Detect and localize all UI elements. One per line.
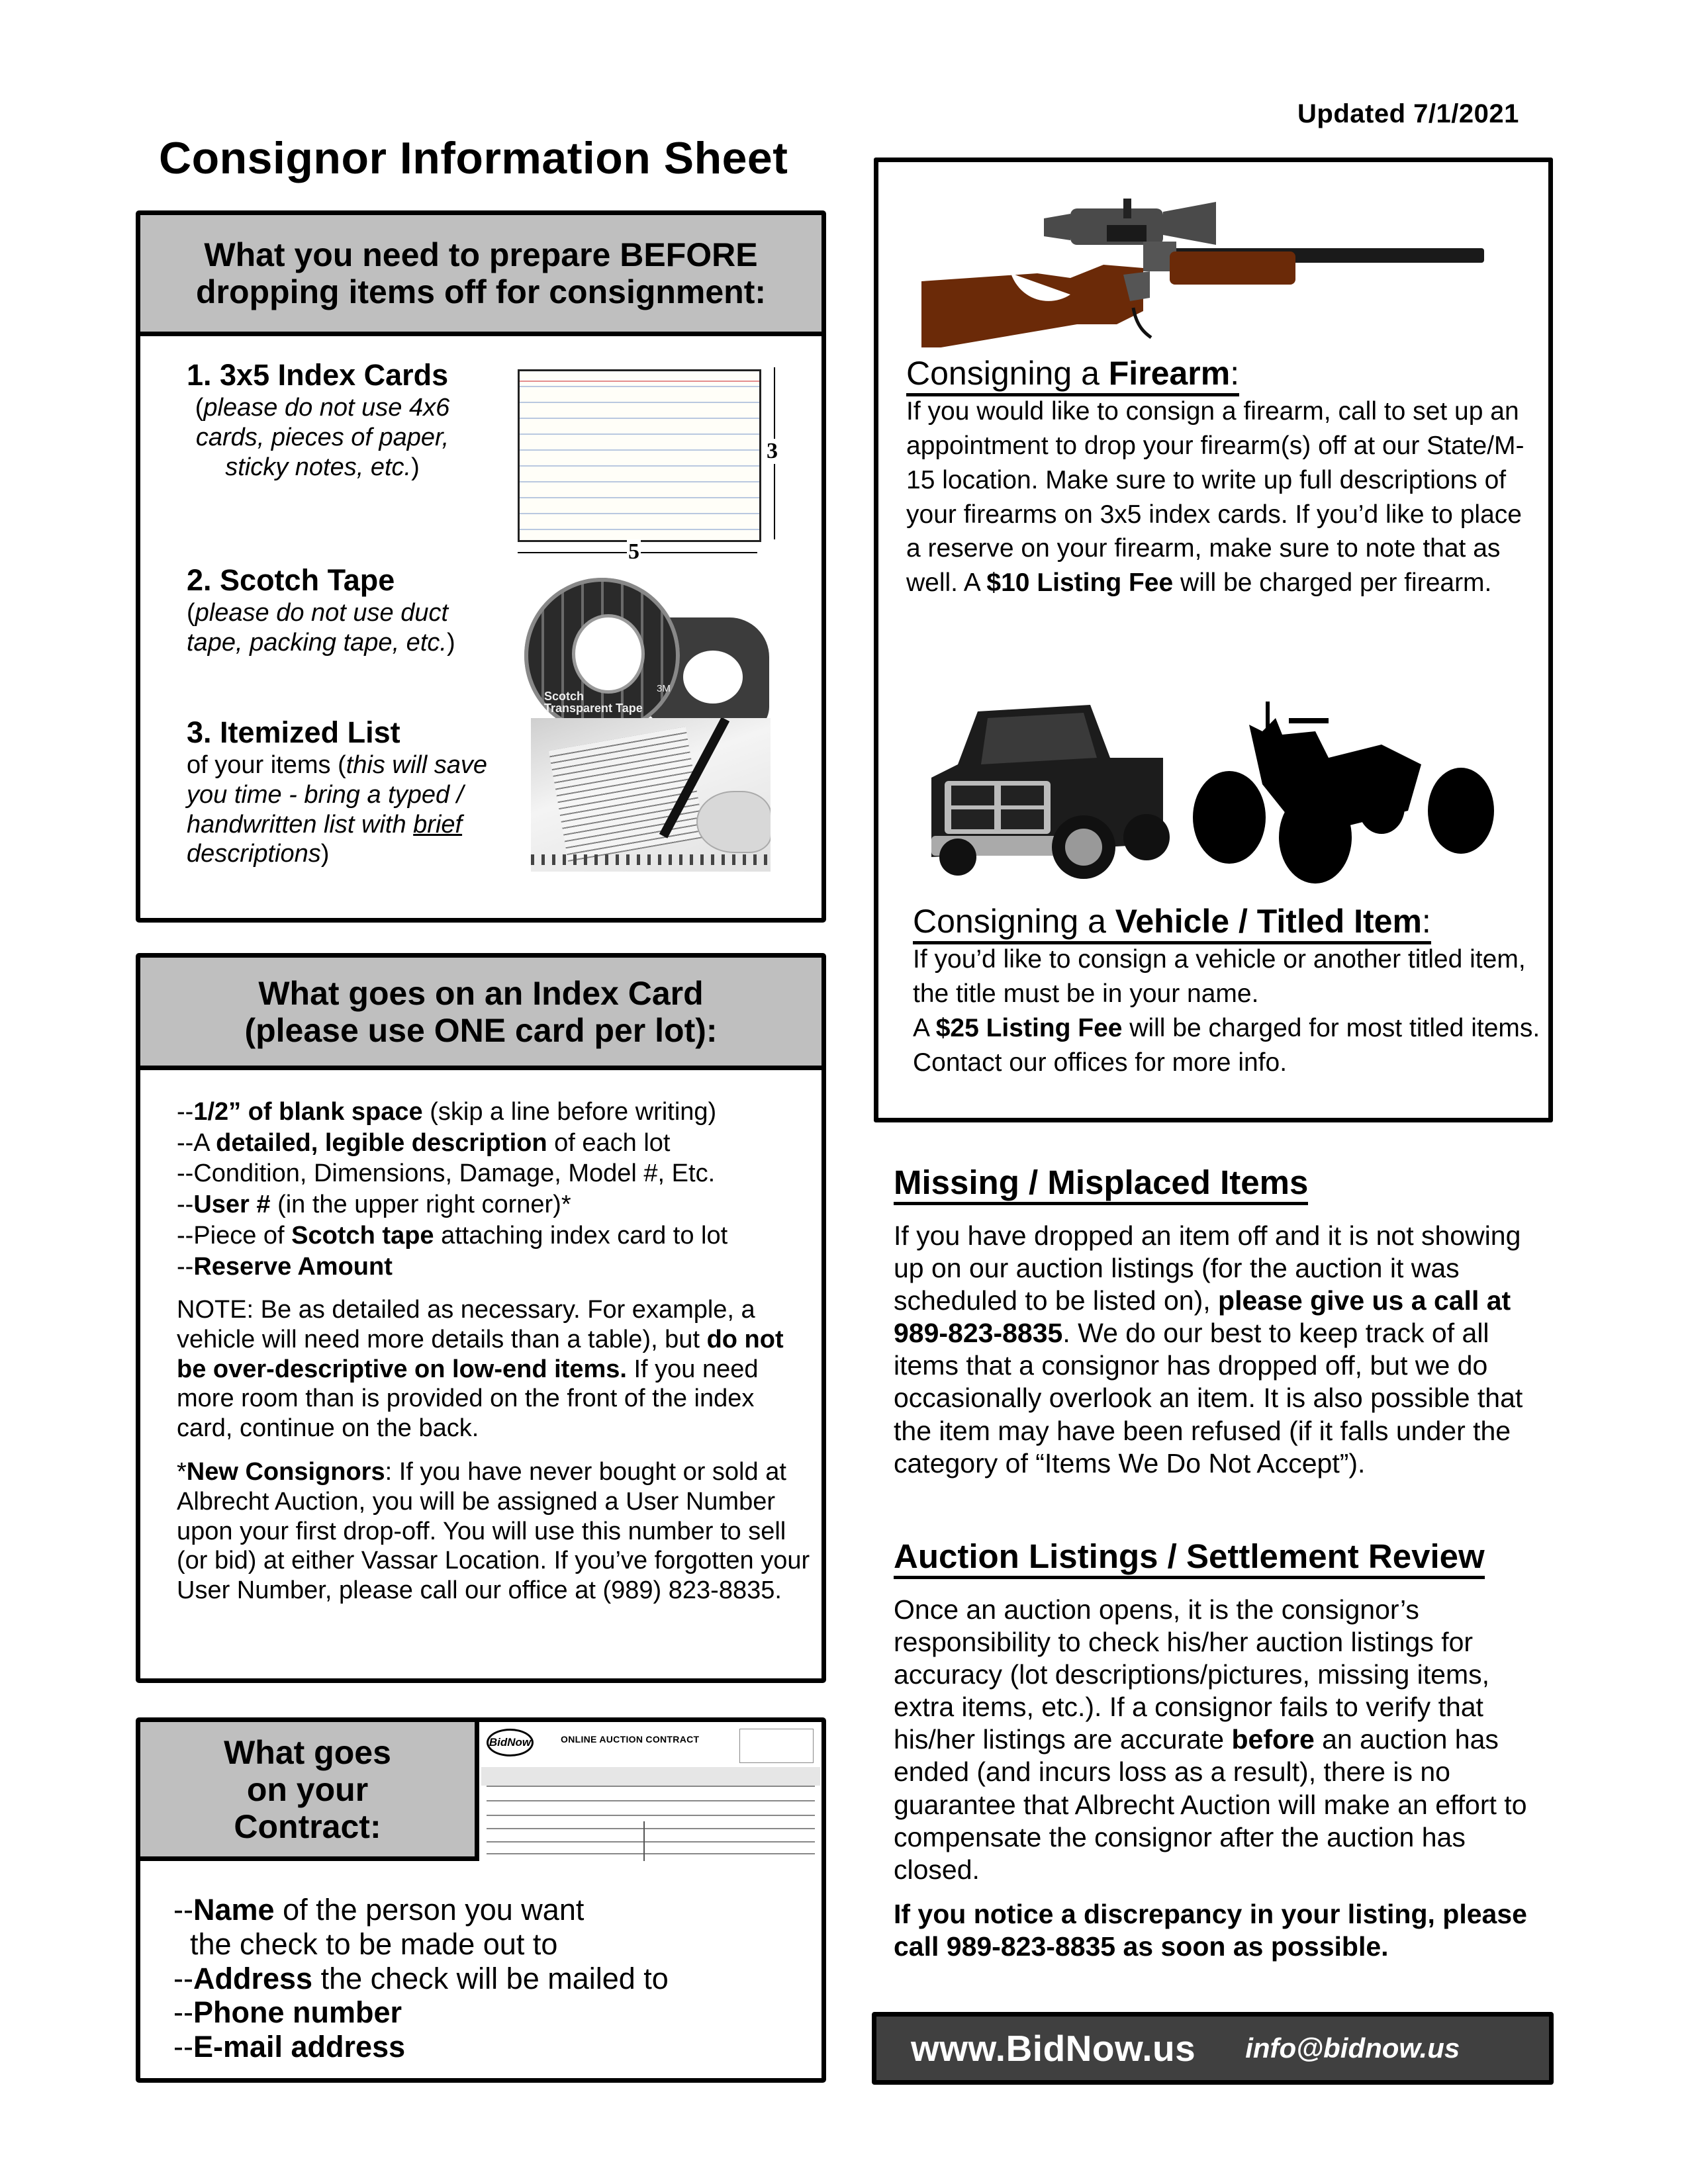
page-title: Consignor Information Sheet — [159, 133, 788, 183]
list-item: --E-mail address — [173, 2030, 406, 2064]
settlement-review-heading: Auction Listings / Settlement Review — [894, 1539, 1485, 1579]
list-item: --Phone number — [173, 1995, 402, 2030]
list-item: --A detailed, legible description of each lot — [177, 1128, 671, 1157]
prep-item-scotch-tape — [187, 563, 504, 658]
prep-item-title: 1. 3x5 Index Cards — [187, 358, 449, 392]
contract-box — [136, 1717, 826, 2083]
vehicles-image — [918, 685, 1514, 884]
website-link[interactable]: www.BidNow.us — [911, 2028, 1196, 2069]
missing-items-section — [894, 1165, 1542, 1480]
scotch-tape-photo: Scotch Transparent Tape 3M — [524, 578, 769, 733]
prepare-box — [136, 210, 826, 923]
prepare-box-heading — [140, 215, 821, 336]
contract-heading-line2: on your — [246, 1770, 369, 1808]
new-consignors-note: *New Consignors: If you have never bought or sold at Albrecht Auction, you will be assigned a User Number upon your first drop-off. You will use this number to sell (or bid) at either Vassar Location. If you’ve forgotten your User Number, please call our office at (989) 823-8835. — [177, 1458, 810, 1605]
index-heading-line2: (please use ONE card per lot): — [244, 1011, 718, 1049]
index-card-box — [136, 953, 826, 1683]
discrepancy-callout: If you notice a discrepancy in your listing, please call 989-823-8835 as soon as possible. — [894, 1899, 1527, 1962]
index-card-illustration — [518, 369, 761, 542]
firearm-vehicle-box — [874, 158, 1553, 1122]
list-item: --Address the check will be mailed to — [173, 1961, 669, 1995]
missing-items-body: If you have dropped an item off and it is not showing up on our auction listings (for the auction it was scheduled to be listed on), please give us a call at 989-823-8835. We do our best to keep track of all items that a consignor has dropped off, but we do occasionally overlook an item. It is also possible that the item may have been refused (if it falls under the category of “Items We Do Not Accept”). — [894, 1220, 1523, 1479]
settlement-review-body: Once an auction opens, it is the consignor’s responsibility to check his/her auction listings for accuracy (lot descriptions/pictures, missing items, extra items, etc.). If a consignor fails to verify that his/her listings are accurate before an auction has ended (and incurs loss as a result), there is no guarantee that Albrecht Auction will make an effort to compensate the consignor after the auction has closed. — [894, 1594, 1527, 1886]
missing-items-heading: Missing / Misplaced Items — [894, 1165, 1308, 1205]
updated-date: Updated 7/1/2021 — [1297, 99, 1519, 128]
index-heading-line1: What goes on an Index Card — [258, 974, 704, 1012]
detail-note: NOTE: Be as detailed as necessary. For example, a vehicle will need more details than a table), but do not be over-descriptive on low-end items. If you need more room than is provided on the front of the index card, continue on the back. — [177, 1296, 784, 1443]
atv-silhouette-icon — [1193, 702, 1494, 884]
prep-item-desc: of your items (this will save you time - bring a typed / handwritten list with brief descriptions) — [187, 751, 488, 868]
contract-form-image — [481, 1722, 820, 1861]
bidnow-logo: BidNow — [487, 1729, 534, 1756]
prepare-heading-line1: What you need to prepare BEFORE — [204, 236, 758, 273]
rifle-icon — [905, 195, 1514, 347]
contract-checklist — [173, 1893, 669, 2064]
prep-item-desc: (please do not use duct tape, packing tape, etc.) — [187, 599, 455, 657]
contract-heading-line1: What goes — [224, 1733, 391, 1771]
prepare-heading-line2: dropping items off for consignment: — [195, 273, 767, 310]
email-link[interactable]: info@bidnow.us — [1245, 2032, 1460, 2064]
firearm-body: If you would like to consign a firearm, call to set up an appointment to drop your firearm(s) off at our State/M-15 location. Make sure to write up full descriptions of your firearms on 3x5 index cards. If you’d like to place a reserve on your firearm, make sure to note that as well. A $10 Listing Fee will be charged per firearm. — [906, 397, 1524, 598]
contract-form-title: ONLINE AUCTION CONTRACT — [561, 1734, 700, 1745]
prep-item-index-cards — [187, 357, 504, 482]
list-item: --Condition, Dimensions, Damage, Model #, Etc. — [177, 1160, 716, 1188]
firearm-section — [906, 355, 1542, 600]
prep-item-itemized-list — [187, 715, 504, 869]
vehicle-body: If you’d like to consign a vehicle or another titled item, the title must be in your name. A $25 Listing Fee will be charged for most titled items. Contact our offices for more info. — [913, 945, 1540, 1077]
width-dimension-arrow-icon: 5 — [518, 546, 757, 559]
list-item: --1/2” of blank space (skip a line before writing) — [177, 1098, 717, 1126]
list-item: the check to be made out to — [190, 1927, 558, 1961]
list-item: --Reserve Amount — [177, 1252, 393, 1281]
height-dimension-arrow-icon: 3 — [768, 367, 781, 539]
contract-box-heading — [140, 1722, 479, 1861]
list-item: --Piece of Scotch tape attaching index card to lot — [177, 1221, 728, 1250]
contract-heading-line3: Contract: — [234, 1807, 381, 1845]
prep-item-title: 2. Scotch Tape — [187, 563, 395, 597]
vehicle-heading: Consigning a Vehicle / Titled Item: — [913, 903, 1548, 940]
firearm-heading: Consigning a Firearm: — [906, 355, 1542, 392]
vehicle-section — [913, 903, 1548, 1079]
index-card-checklist — [177, 1097, 727, 1282]
pickup-truck-icon — [931, 705, 1170, 879]
index-card-box-heading — [140, 958, 821, 1070]
handwriting-notebook-photo — [531, 718, 771, 872]
list-item: --Name of the person you want — [173, 1893, 585, 1927]
footer-contact-bar — [872, 2012, 1554, 2085]
prep-item-desc: (please do not use 4x6 cards, pieces of paper, sticky notes, etc.) — [195, 394, 450, 481]
list-item: --User # (in the upper right corner)* — [177, 1191, 571, 1219]
settlement-review-section — [894, 1539, 1542, 1964]
prep-item-title: 3. Itemized List — [187, 715, 400, 749]
